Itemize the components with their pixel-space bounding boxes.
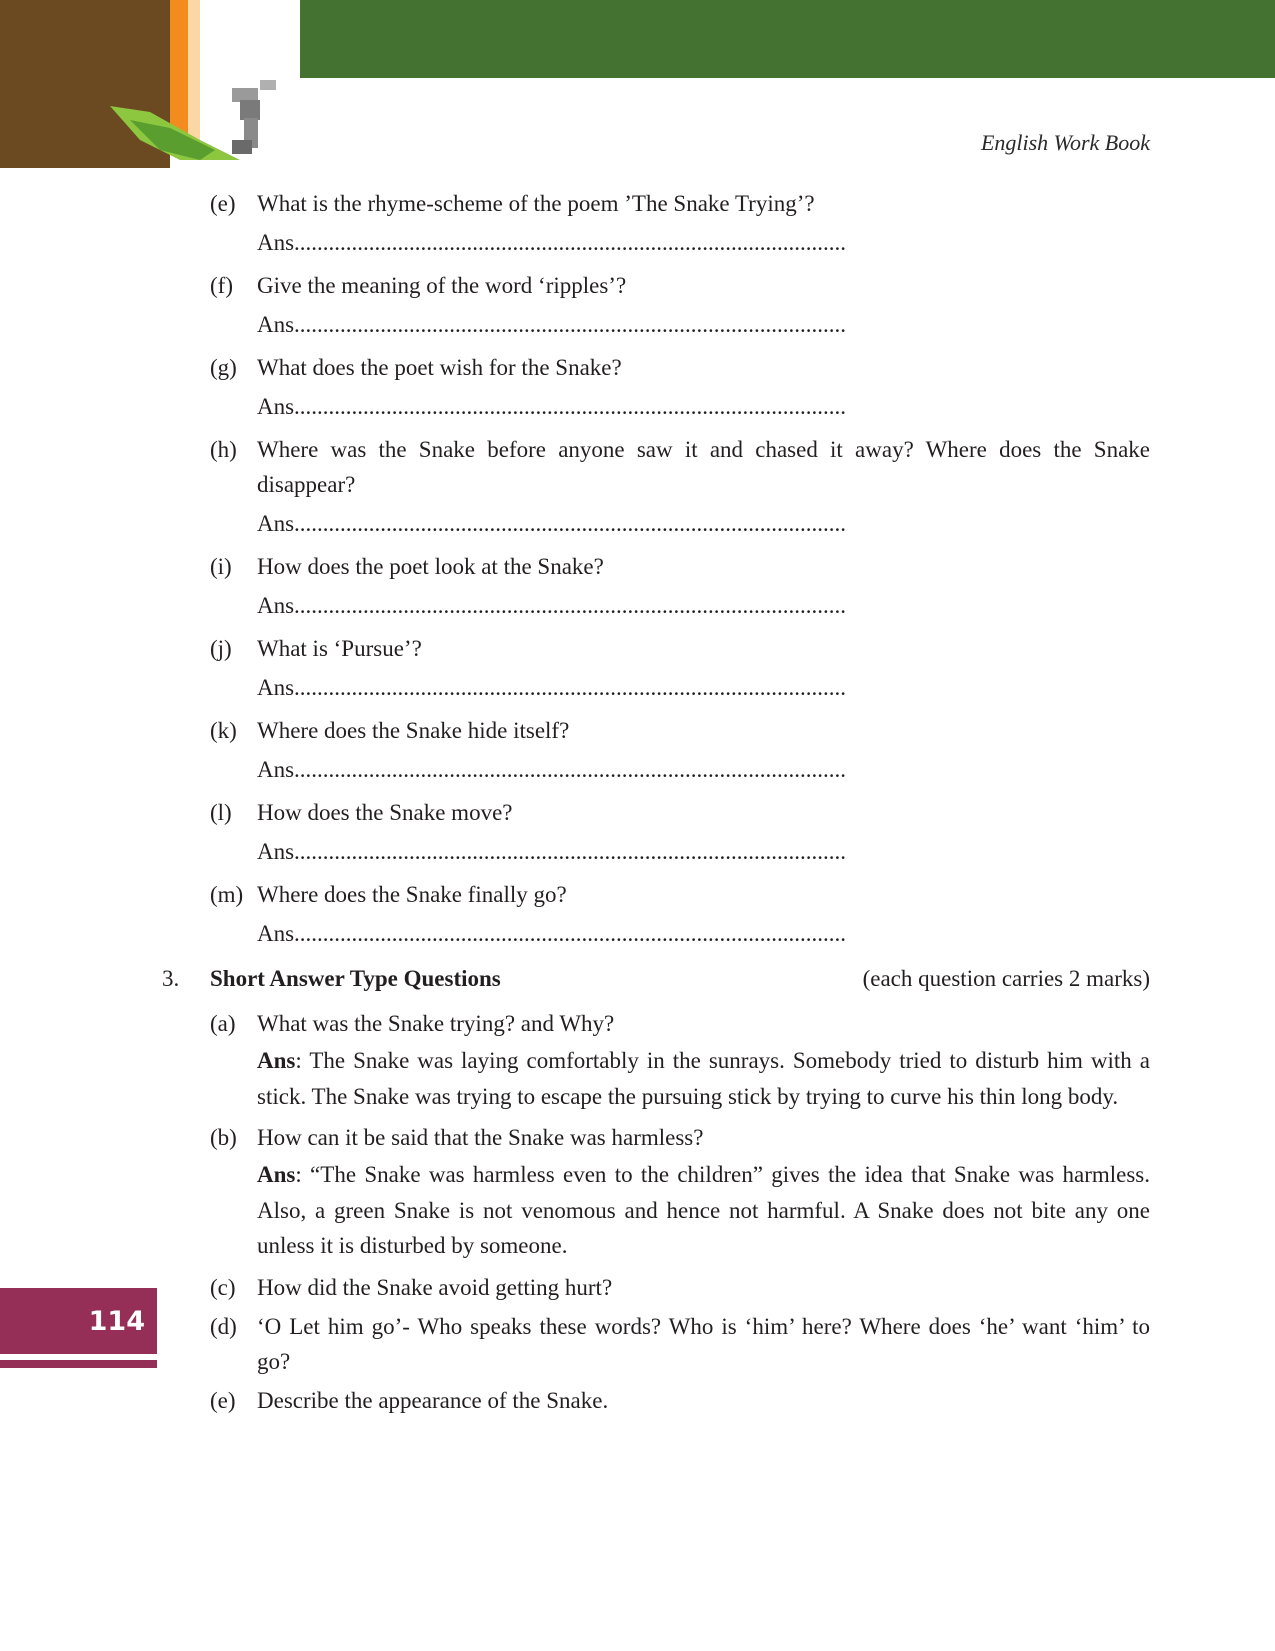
question-text: What is ‘Pursue’?: [257, 636, 422, 661]
question-item: [150, 1309, 1150, 1379]
question-text: Where does the Snake finally go?: [257, 882, 567, 907]
question-item: [150, 1383, 1150, 1418]
header-green-bar: [300, 0, 1275, 78]
section-heading: [150, 961, 1150, 996]
question-text: Where was the Snake before anyone saw it and chased it away? Where does the Snake disappear?: [257, 437, 1150, 497]
section-title: Short Answer Type Questions: [210, 966, 501, 991]
answer-blank: Ans................................................................................................: [257, 312, 847, 337]
answer-blank: Ans................................................................................................: [257, 757, 847, 782]
question-text: Describe the appearance of the Snake.: [257, 1387, 609, 1413]
question-text: What is the rhyme-scheme of the poem ’The Snake Trying’?: [257, 191, 815, 216]
answer-text: [150, 1157, 1150, 1264]
item-label: (j): [210, 636, 232, 661]
question-text: How did the Snake avoid getting hurt?: [257, 1274, 613, 1300]
page-content: [150, 186, 1150, 1418]
item-label: (c): [210, 1274, 236, 1300]
item-label: (g): [210, 355, 237, 380]
item-label: (k): [210, 718, 237, 743]
item-label: (e): [210, 1387, 236, 1413]
item-label: (d): [210, 1313, 237, 1339]
item-label: (a): [210, 1011, 236, 1036]
question-item: [150, 268, 1150, 303]
running-head: English Work Book: [980, 130, 1150, 155]
question-item: [150, 877, 1150, 912]
item-label: (i): [210, 554, 232, 579]
question-text: How does the Snake move?: [257, 800, 513, 825]
question-item: [150, 350, 1150, 385]
question-item: [150, 1270, 1150, 1305]
section-marks: (each question carries 2 marks): [862, 966, 1150, 991]
question-text: Where does the Snake hide itself?: [257, 718, 570, 743]
answer-blank: Ans................................................................................................: [257, 593, 847, 618]
page-number: 114: [88, 1305, 145, 1337]
question-text: What does the poet wish for the Snake?: [257, 355, 622, 380]
page-number-underline: [0, 1360, 157, 1368]
question-item: [150, 549, 1150, 584]
answer-blank: Ans................................................................................................: [257, 839, 847, 864]
question-item: [150, 1120, 1150, 1155]
item-label: (e): [210, 191, 236, 216]
question-item: [150, 1006, 1150, 1041]
answer-text: [150, 1043, 1150, 1114]
item-label: (b): [210, 1125, 237, 1150]
question-item: [150, 631, 1150, 666]
answer-body: : The Snake was laying comfortably in the sunrays. Somebody tried to disturb him with a stick. The Snake was trying to escape the pursuing stick by trying to curve his thin long body.: [257, 1048, 1150, 1109]
header-decoration: [0, 0, 300, 170]
question-item: [150, 432, 1150, 502]
item-label: (f): [210, 273, 233, 298]
question-text: ‘O Let him go’- Who speaks these words? Who is ‘him’ here? Where does ‘he’ want ‘him’ to go?: [257, 1313, 1150, 1374]
answer-blank: Ans................................................................................................: [257, 511, 847, 536]
question-text: How does the poet look at the Snake?: [257, 554, 604, 579]
item-label: (m): [210, 882, 244, 907]
question-item: [150, 186, 1150, 221]
answer-blank: Ans................................................................................................: [257, 230, 847, 255]
item-label: (l): [210, 800, 232, 825]
question-text: What was the Snake trying? and Why?: [257, 1011, 615, 1036]
section-number: 3.: [162, 966, 180, 991]
item-label: (h): [210, 437, 237, 462]
answer-blank: Ans................................................................................................: [257, 921, 847, 946]
answer-label: Ans: [257, 1162, 296, 1187]
question-text: Give the meaning of the word ‘ripples’?: [257, 273, 627, 298]
question-item: [150, 795, 1150, 830]
question-item: [150, 713, 1150, 748]
answer-blank: Ans................................................................................................: [257, 675, 847, 700]
answer-blank: Ans................................................................................................: [257, 394, 847, 419]
grass-leaf-illustration: [0, 0, 300, 170]
answer-label: Ans: [257, 1048, 296, 1073]
answer-body: : “The Snake was harmless even to the children” gives the idea that Snake was harmless. Also, a green Snake is not venomous and hence not harmful. A Snake does not bite any one unless it is disturbed by someone.: [257, 1162, 1150, 1258]
page-number-tab: [0, 1288, 157, 1354]
question-text: How can it be said that the Snake was harmless?: [257, 1125, 704, 1150]
